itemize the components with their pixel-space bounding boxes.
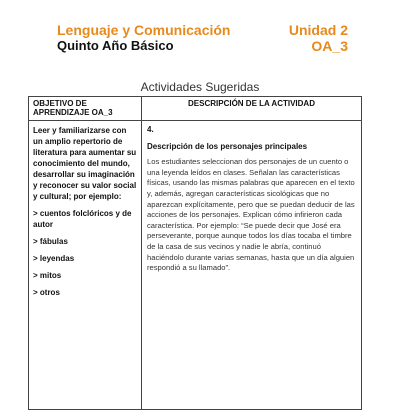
objective-cell xyxy=(29,121,142,410)
unit-label: Unidad 2 xyxy=(288,22,348,38)
list-item: > fábulas xyxy=(33,237,68,246)
list-item: > otros xyxy=(33,288,60,297)
document-subtitle: Quinto Año Básico xyxy=(57,38,174,53)
activity-cell xyxy=(142,121,362,410)
oa-label: OA_3 xyxy=(311,38,348,54)
activity-title: Descripción de los personajes principales xyxy=(147,141,308,151)
document-title: Lenguaje y Comunicación xyxy=(57,22,231,38)
activity-number: 4. xyxy=(147,125,154,134)
description-column-header: DESCRIPCIÓN DE LA ACTIVIDAD xyxy=(142,97,362,121)
section-title: Actividades Sugeridas xyxy=(140,80,260,94)
activities-table xyxy=(28,96,362,410)
objective-text: Leer y familiarizarse con un amplio repertorio de literatura para aumentar su conocimiento del mundo, desarrollar su imaginación y reconocer su valor social y cultural; por ejemplo: xyxy=(33,126,137,201)
activity-description: Los estudiantes seleccionan dos personajes de un cuento o una leyenda leídos en clases. Señalan las características físicas, usando las mismas palabras que aparecen en el texto y, además, agregan características sicológicas que no aparezcan explícitamente, pero que se puedan deducir de las acciones de los personajes. Explican cómo infirieron cada característica. Por ejemplo: “Se puede decir que José era perseverante, porque aunque todos los días tocaba el timbre de la casa de sus vecinos y nadie le abría, continuó haciéndolo durante varias semanas, hasta que un día alguien respondió a su llamado”. xyxy=(147,157,355,273)
table-header-row xyxy=(29,97,362,121)
objective-column-header: OBJETIVO DE APRENDIZAJE OA_3 xyxy=(29,97,142,121)
list-item: > leyendas xyxy=(33,254,75,263)
list-item: > mitos xyxy=(33,271,62,280)
table-row xyxy=(29,121,362,410)
list-item: > cuentos folclóricos y de autor xyxy=(33,209,132,229)
